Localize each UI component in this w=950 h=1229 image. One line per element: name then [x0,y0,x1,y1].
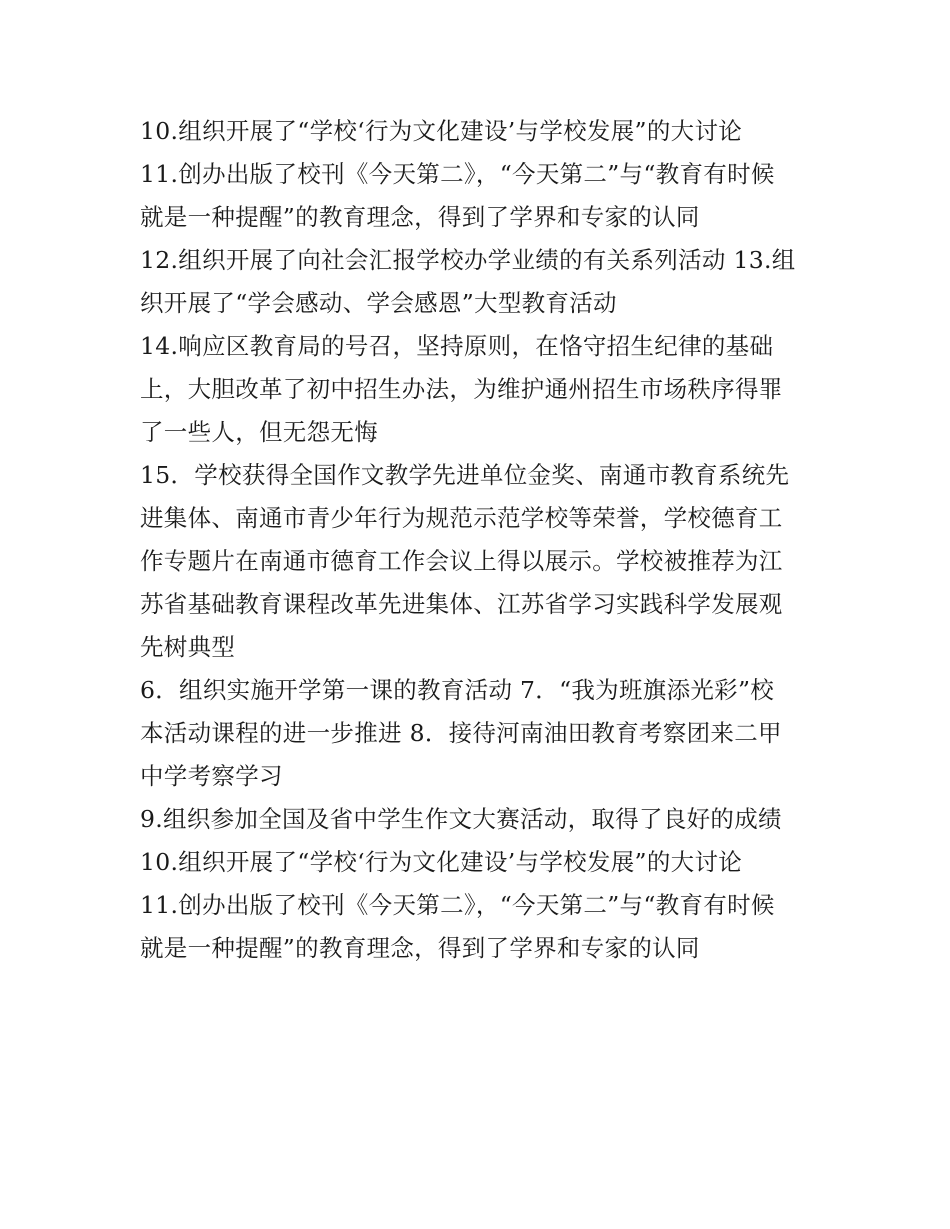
text-line: 11.创办出版了校刊《今天第二》，“今天第二”与“教育有时候 [140,891,775,919]
text-line: 织开展了“学会感动、学会感恩”大型教育活动 [140,289,617,317]
text-line: 就是一种提醒”的教育理念，得到了学界和专家的认同 [140,934,700,962]
text-line: 10.组织开展了“学校‘行为文化建设’与学校发展”的大讨论 [140,848,743,876]
text-line: 上，大胆改革了初中招生办法，为维护通州招生市场秩序得罪 [140,375,783,403]
text-line: 先树典型 [140,633,236,661]
text-line: 进集体、南通市青少年行为规范示范学校等荣誉，学校德育工 [140,504,783,532]
text-line: 11.创办出版了校刊《今天第二》，“今天第二”与“教育有时候 [140,160,775,188]
text-line: 作专题片在南通市德育工作会议上得以展示。学校被推荐为江 [140,547,783,575]
text-line: 9.组织参加全国及省中学生作文大赛活动，取得了良好的成绩 [140,805,782,833]
text-line: 中学考察学习 [140,762,283,790]
text-line: 6．组织实施开学第一课的教育活动 7．“我为班旗添光彩”校 [140,676,775,704]
text-line: 就是一种提醒”的教育理念，得到了学界和专家的认同 [140,203,700,231]
text-line: 10.组织开展了“学校‘行为文化建设’与学校发展”的大讨论 [140,117,743,145]
text-line: 12.组织开展了向社会汇报学校办学业绩的有关系列活动 13.组 [140,246,796,274]
text-line: 了一些人，但无怨无悔 [140,418,378,446]
text-line: 苏省基础教育课程改革先进集体、江苏省学习实践科学发展观 [140,590,783,618]
text-line: 15．学校获得全国作文教学先进单位金奖、南通市教育系统先 [140,461,790,489]
document-body [140,110,820,970]
text-line: 本活动课程的进一步推进 8．接待河南油田教育考察团来二甲 [140,719,782,747]
text-line: 14.响应区教育局的号召，坚持原则，在恪守招生纪律的基础 [140,332,774,360]
